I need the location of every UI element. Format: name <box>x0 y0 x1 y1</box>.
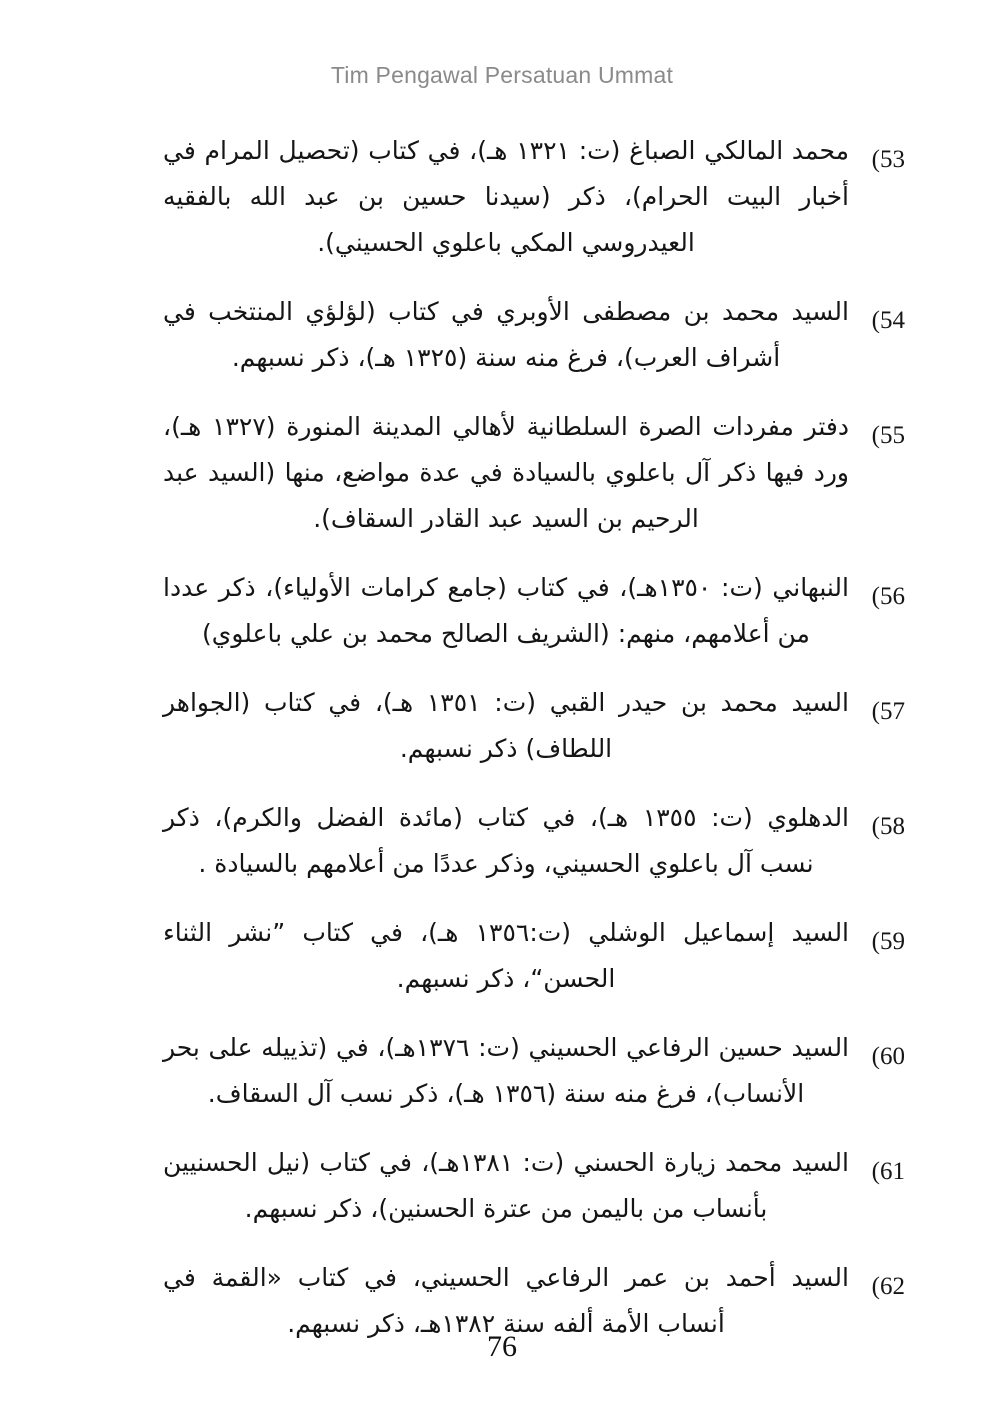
entry-text: محمد المالكي الصباغ (ت: ١٣٢١ هـ)، في كتاب (تحصيل المرام في أخبار البيت الحرام)، ذكر (سيدنا حسين بن عبد الله بالفقيه العيدروسي المكي باعلوي الحسيني). <box>163 136 849 257</box>
list-item <box>163 404 905 542</box>
list-item <box>163 795 905 887</box>
list-item <box>163 910 905 1002</box>
list-item <box>163 289 905 381</box>
entry-number: 60) <box>871 1043 905 1070</box>
page-number: 76 <box>487 1330 517 1363</box>
list-item <box>163 128 905 266</box>
entry-text: السيد حسين الرفاعي الحسيني (ت: ١٣٧٦هـ)، في (تذييله على بحر الأنساب)، فرغ منه سنة (١٣٥٦ هـ)، ذكر نسب آل السقاف. <box>163 1033 850 1108</box>
entry-text: السيد محمد بن مصطفى الأوبري في كتاب (لؤلؤي المنتخب في أشراف العرب)، فرغ منه سنة (١٣٢٥ هـ)، ذكر نسبهم. <box>163 297 849 372</box>
running-header: Tim Pengawal Persatuan Ummat <box>330 62 674 88</box>
entry-number: 54) <box>871 307 905 334</box>
entry-number: 55) <box>871 422 905 449</box>
entry-number: 61) <box>871 1158 905 1185</box>
entry-list <box>163 128 905 1370</box>
entry-text: السيد إسماعيل الوشلي (ت:١٣٥٦ هـ)، في كتاب ”نشر الثناء الحسن“، ذكر نسبهم. <box>163 918 850 993</box>
entry-number: 62) <box>871 1273 905 1300</box>
entry-number: 56) <box>871 583 905 610</box>
entry-number: 58) <box>871 813 905 840</box>
list-item <box>163 680 905 772</box>
entry-text: دفتر مفردات الصرة السلطانية لأهالي المدينة المنورة (١٣٢٧ هـ)، ورد فيها ذكر آل باعلوي بالسيادة في عدة مواضع، منها (السيد عبد الرحيم بن السيد عبد القادر السقاف). <box>163 412 849 533</box>
list-item <box>163 1025 905 1117</box>
entry-number: 59) <box>871 928 905 955</box>
entry-number: 57) <box>871 698 905 725</box>
entry-text: السيد محمد زيارة الحسني (ت: ١٣٨١هـ)، في كتاب (نيل الحسنيين بأنساب من باليمن من عترة الحسنين)، ذكر نسبهم. <box>163 1148 849 1223</box>
list-item <box>163 565 905 657</box>
entry-number: 53) <box>871 146 905 173</box>
entry-text: النبهاني (ت: ١٣٥٠هـ)، في كتاب (جامع كرامات الأولياء)، ذكر عددا من أعلامهم، منهم: (الشريف الصالح محمد بن علي باعلوي) <box>163 573 849 648</box>
list-item <box>163 1140 905 1232</box>
entry-text: الدهلوي (ت: ١٣٥٥ هـ)، في كتاب (مائدة الفضل والكرم)، ذكر نسب آل باعلوي الحسيني، وذكر عددًا من أعلامهم بالسيادة . <box>163 803 850 878</box>
entry-text: السيد أحمد بن عمر الرفاعي الحسيني، في كتاب «القمة في أنساب الأمة ألفه سنة ١٣٨٢هـ، ذكر نسبهم. <box>163 1263 849 1338</box>
entry-text: السيد محمد بن حيدر القبي (ت: ١٣٥١ هـ)، في كتاب (الجواهر اللطاف) ذكر نسبهم. <box>163 688 849 763</box>
